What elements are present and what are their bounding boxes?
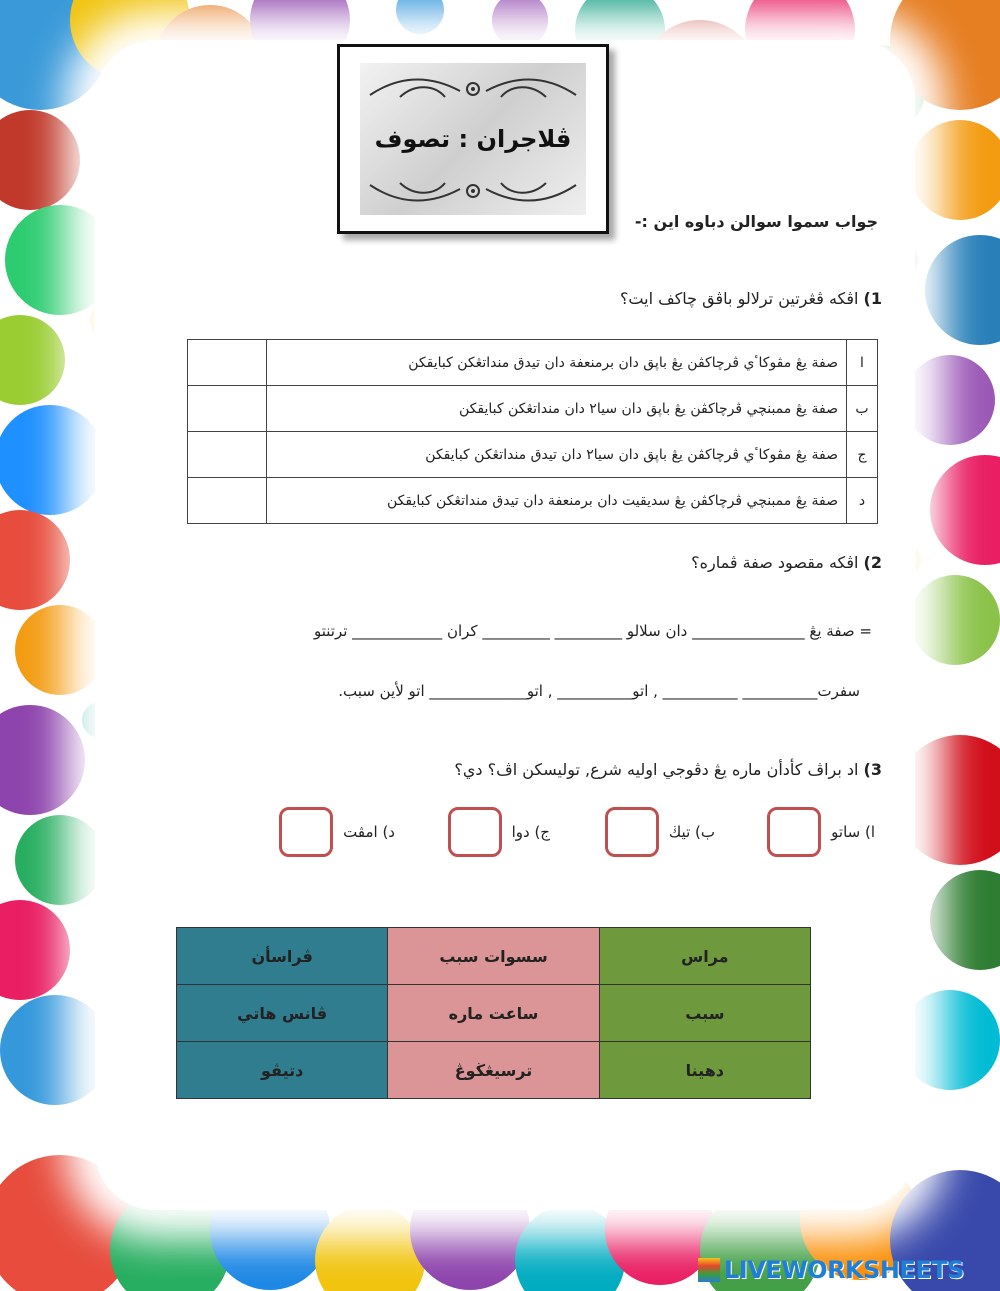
instruction: جواب سموا سوالن دباوه اين :- [634, 212, 878, 231]
word-cell[interactable]: ڤراسأن [177, 928, 388, 985]
question-2 [691, 553, 882, 572]
question-1 [620, 289, 882, 308]
question-2-text: اڤكه مقصود صفة ڤماره؟ [691, 553, 859, 572]
option-b-answer-box[interactable] [605, 807, 659, 857]
title-card-inner [360, 63, 586, 215]
question-1-options-table [187, 339, 878, 524]
question-1-text: اڤكه ڤڠرتين ترلالو باڤق چاكف ايت؟ [619, 289, 859, 308]
answer-cell[interactable] [188, 386, 267, 432]
option-d[interactable] [279, 806, 395, 858]
page-title: ڤلاجران : تصوف [374, 125, 572, 153]
answer-cell[interactable] [188, 432, 267, 478]
answer-cell[interactable] [188, 478, 267, 524]
word-cell[interactable]: دهينا [599, 1042, 810, 1099]
option-text: صفة يڠ مڤوكاٴي ڤرچاكڤن يڠ باڽق دان سيا٢ دان تيدق منداتڠكن كبايقكن [267, 432, 847, 478]
option-letter: د [847, 478, 878, 524]
option-d-answer-box[interactable] [279, 807, 333, 857]
question-2-number: 2) [863, 553, 882, 572]
word-cell[interactable]: ترسيڠڬوڠ [388, 1042, 599, 1099]
liveworksheets-logo-icon [698, 1258, 720, 1282]
watermark-text: LIVEWORKSHEETS [724, 1256, 964, 1284]
option-letter: ا [847, 340, 878, 386]
question-3-options [270, 806, 875, 858]
option-c[interactable] [448, 806, 550, 858]
fill-blank-line-1[interactable]: = صفة يڠ _______________ دان سلالو _________ _________ كران ____________ ترتنتو [313, 622, 872, 640]
fill-blank-line-2[interactable]: سفرت__________ __________ , اتو__________ , اتو_____________ اتو لأين سبب. [338, 682, 860, 700]
title-card [337, 44, 609, 234]
question-3-text: اد براڤ كأدأن ماره يڠ دڤوجي اوليه شرع, توليسكن اڤ؟ دي؟ [454, 760, 859, 779]
liveworksheets-logo [698, 1256, 964, 1284]
answer-cell[interactable] [188, 340, 267, 386]
option-b[interactable] [605, 806, 715, 858]
table-row [188, 478, 878, 524]
option-letter: ب [847, 386, 878, 432]
question-1-number: 1) [863, 289, 882, 308]
table-row [177, 928, 811, 985]
word-bank-table [176, 927, 811, 1099]
option-text: صفة يڠ مڤوكاٴي ڤرچاكڤن يڠ باڽق دان برمنعفة دان تيدق منداتڠكن كبايقكن [267, 340, 847, 386]
word-cell[interactable]: سسوات سبب [388, 928, 599, 985]
table-row [177, 985, 811, 1042]
option-a[interactable] [767, 806, 875, 858]
option-a-answer-box[interactable] [767, 807, 821, 857]
word-cell[interactable]: ڤانس هاتي [177, 985, 388, 1042]
ornament-bottom-icon [360, 167, 586, 211]
question-3-number: 3) [863, 760, 882, 779]
table-row [188, 386, 878, 432]
option-a-label: ا) ساتو [831, 823, 875, 841]
table-row [188, 432, 878, 478]
option-d-label: د) امڤت [343, 823, 395, 841]
table-row [188, 340, 878, 386]
word-cell[interactable]: مراس [599, 928, 810, 985]
word-cell[interactable]: سبب [599, 985, 810, 1042]
ornament-top-icon [360, 69, 586, 113]
word-cell[interactable]: ساعت ماره [388, 985, 599, 1042]
question-3 [454, 760, 882, 779]
option-b-label: ب) تيڬ [668, 823, 715, 841]
option-text: صفة يڠ ممبنچي ڤرچاكڤن يڠ باڽق دان سيا٢ دان منداتڠكن كبايقكن [267, 386, 847, 432]
word-cell[interactable]: دتيڤو [177, 1042, 388, 1099]
option-text: صفة يڠ ممبنچي ڤرچاكڤن يڠ سديقيت دان برمنعفة دان تيدق منداتڠكن كبايقكن [267, 478, 847, 524]
option-letter: ج [847, 432, 878, 478]
option-c-label: ج) دوا [511, 823, 550, 841]
option-c-answer-box[interactable] [448, 807, 502, 857]
table-row [177, 1042, 811, 1099]
